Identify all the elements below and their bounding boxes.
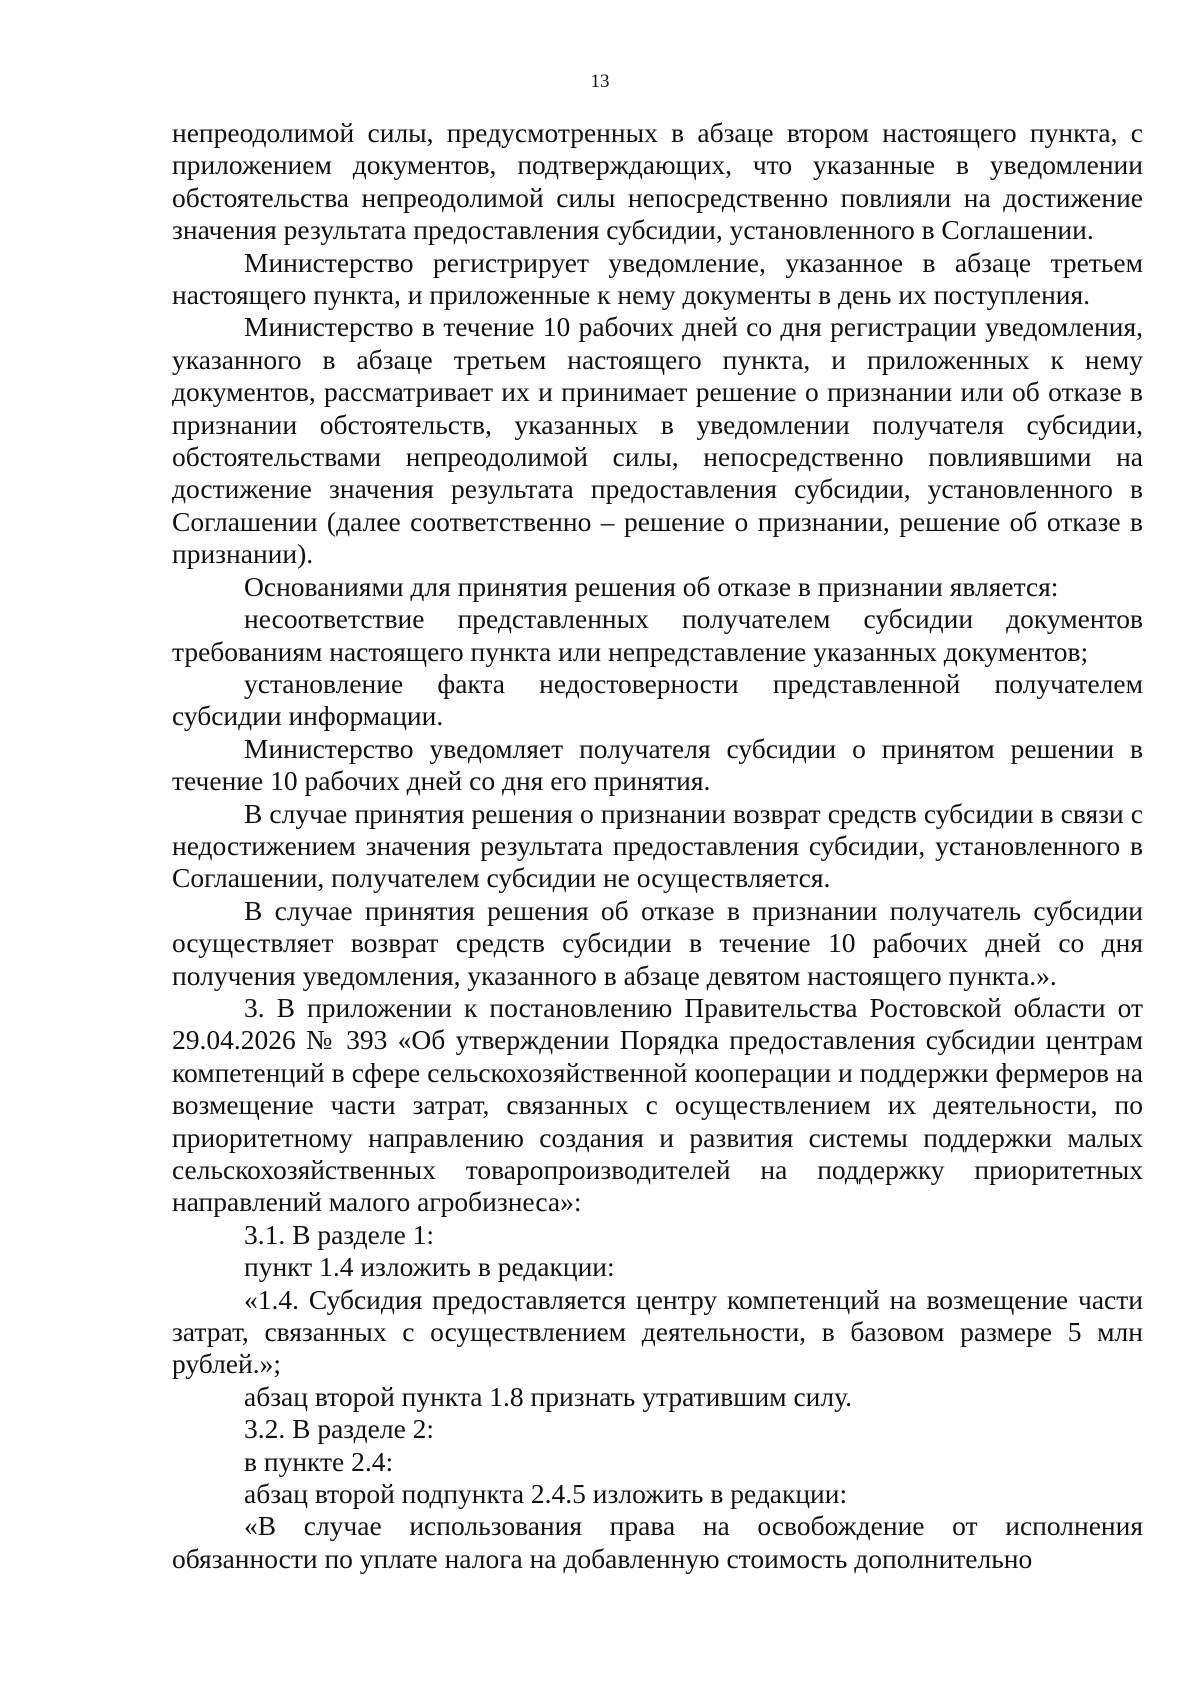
paragraph: пункт 1.4 изложить в редакции:	[244, 1251, 615, 1283]
paragraph: абзац второй подпункта 2.4.5 изложить в редакции:	[244, 1478, 848, 1510]
paragraph: 3. В приложении к постановлению Правительства Ростовской области от 29.04.2026 № 393 «Об утверждении Порядка предоставления субсидии центрам компетенций в сфере сельскохозяйственной кооперации и поддержки фермеров на возмещение части затрат, связанных с осуществлением их деятельности, по приоритетному направлению создания и развития системы поддержки малых сельскохозяйственных товаропроизводителей на поддержку приоритетных направлений малого агробизнеса»:	[172, 991, 1143, 1218]
paragraph: «В случае использования права на освобождение от исполнения обязанности по уплате налога на добавленную стоимость дополнительно	[172, 1510, 1143, 1574]
paragraph: в пункте 2.4:	[244, 1445, 394, 1477]
paragraph: 3.1. В разделе 1:	[244, 1218, 435, 1250]
paragraph: Министерство регистрирует уведомление, указанное в абзаце третьем настоящего пункта, и приложенные к нему документы в день их поступления.	[172, 246, 1143, 311]
paragraph: несоответствие представленных получателем субсидии документов требованиям настоящего пункта или непредставление указанных документов;	[172, 603, 1143, 667]
document-body	[172, 117, 1143, 1575]
paragraph: 3.2. В разделе 2:	[244, 1413, 435, 1445]
paragraph: В случае принятия решения об отказе в признании получатель субсидии осуществляет возврат средств субсидии в течение 10 рабочих дней со дня получения уведомления, указанного в абзаце девятом настоящего пункта.».	[172, 894, 1143, 991]
paragraph: Основаниями для принятия решения об отказе в признании является:	[244, 570, 1059, 602]
paragraph: абзац второй пункта 1.8 признать утратившим силу.	[244, 1380, 852, 1412]
paragraph: Министерство в течение 10 рабочих дней со дня регистрации уведомления, указанного в абзаце третьем настоящего пункта, и приложенных к нему документов, рассматривает их и принимает решение о признании или об отказе в признании обстоятельств, указанных в уведомлении получателя субсидии, обстоятельствами непреодолимой силы, непосредственно повлиявшими на достижение значения результата предоставления субсидии, установленного в Соглашении (далее соответственно – решение о признании, решение об отказе в признании).	[172, 311, 1143, 570]
paragraph: Министерство уведомляет получателя субсидии о принятом решении в течение 10 рабочих дней со дня его принятия.	[172, 732, 1143, 797]
paragraph: непреодолимой силы, предусмотренных в абзаце втором настоящего пункта, с приложением документов, подтверждающих, что указанные в уведомлении обстоятельства непреодолимой силы непосредственно повлияли на достижение значения результата предоставления субсидии, установленного в Соглашении.	[172, 117, 1143, 246]
paragraph: В случае принятия решения о признании возврат средств субсидии в связи с недостижением значения результата предоставления субсидии, установленного в Соглашении, получателем субсидии не осуществляется.	[172, 797, 1143, 894]
page-number: 13	[590, 71, 610, 92]
paragraph: «1.4. Субсидия предоставляется центру компетенций на возмещение части затрат, связанных с осуществлением деятельности, в базовом размере 5 млн рублей.»;	[172, 1283, 1143, 1380]
paragraph: установление факта недостоверности представленной получателем субсидии информации.	[172, 667, 1143, 732]
